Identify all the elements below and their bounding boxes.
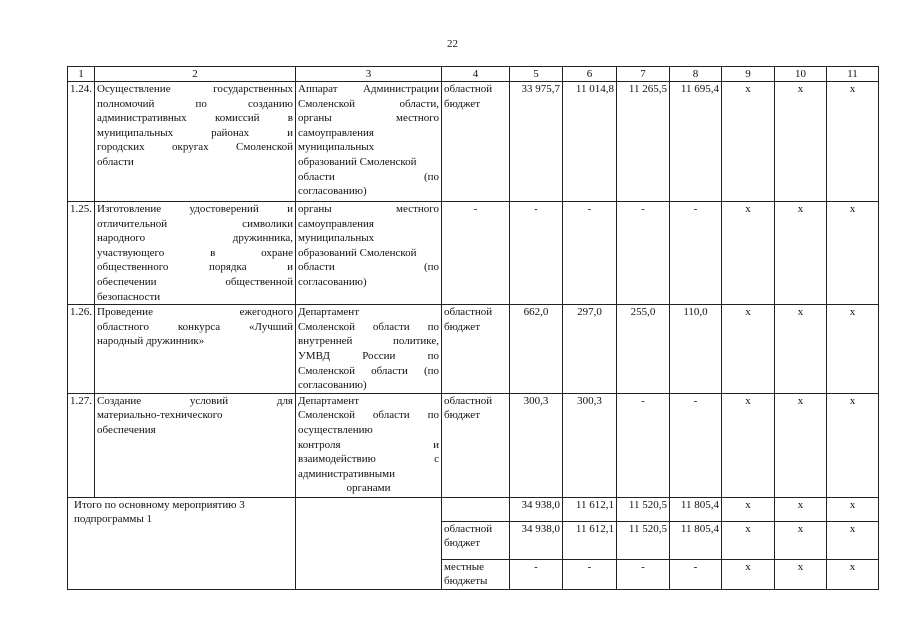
table-row [68, 202, 879, 305]
value-cell: 662,0 [510, 305, 563, 394]
value-cell: х [827, 202, 879, 305]
value-cell: 33 975,7 [510, 82, 563, 202]
value-cell: 255,0 [617, 305, 670, 394]
value-cell: х [775, 82, 827, 202]
column-number: 8 [670, 67, 722, 82]
value-cell: х [722, 82, 775, 202]
value-cell: - [670, 393, 722, 497]
executor: Департамент Смоленской области по внутренней политике, УМВД России по Смоленской области (по согласованию) [296, 305, 442, 394]
row-number: 1.27. [68, 393, 95, 497]
column-number: 3 [296, 67, 442, 82]
column-number: 10 [775, 67, 827, 82]
total-row [68, 497, 879, 521]
value-cell: 300,3 [563, 393, 617, 497]
executor: Аппарат Администрации Смоленской области, органы местного самоуправления муниципальных образований Смоленской области (по согласованию) [296, 82, 442, 202]
value-cell: 34 938,0 [510, 497, 563, 521]
row-number: 1.24. [68, 82, 95, 202]
executor: Департамент Смоленской области по осуществлению контроля и взаимодействию с административными органами [296, 393, 442, 497]
program-table [67, 66, 879, 590]
funding-source: областной бюджет [442, 393, 510, 497]
table-row [68, 82, 879, 202]
value-cell: 11 265,5 [617, 82, 670, 202]
total-executor [296, 497, 442, 589]
value-cell: - [617, 559, 670, 589]
value-cell: 11 612,1 [563, 521, 617, 559]
value-cell: - [617, 202, 670, 305]
activity-name: Изготовление удостоверений и отличительной символики народного дружинника, участвующего в охране общественного порядка и обеспечении общественной безопасности [95, 202, 296, 305]
value-cell: х [827, 305, 879, 394]
executor: органы местного самоуправления муниципальных образований Смоленской области (по согласованию) [296, 202, 442, 305]
value-cell: 11 695,4 [670, 82, 722, 202]
funding-source [442, 497, 510, 521]
value-cell: х [722, 305, 775, 394]
value-cell: 11 520,5 [617, 521, 670, 559]
value-cell: 11 805,4 [670, 497, 722, 521]
value-cell: - [563, 559, 617, 589]
funding-source: областной бюджет [442, 82, 510, 202]
value-cell: - [617, 393, 670, 497]
value-cell: - [510, 202, 563, 305]
value-cell: х [722, 521, 775, 559]
value-cell: - [670, 559, 722, 589]
value-cell: х [775, 202, 827, 305]
value-cell: х [722, 202, 775, 305]
total-label: Итого по основному мероприятию 3 подпрограммы 1 [68, 497, 296, 589]
column-number-row [68, 67, 879, 82]
funding-source: областной бюджет [442, 305, 510, 394]
value-cell: х [722, 497, 775, 521]
value-cell: 11 520,5 [617, 497, 670, 521]
table-row [68, 305, 879, 394]
row-number: 1.25. [68, 202, 95, 305]
table-row [68, 393, 879, 497]
value-cell: - [670, 202, 722, 305]
activity-name: Проведение ежегодного областного конкурса «Лучший народный дружинник» [95, 305, 296, 394]
value-cell: 300,3 [510, 393, 563, 497]
column-number: 2 [95, 67, 296, 82]
value-cell: х [827, 521, 879, 559]
value-cell: х [827, 82, 879, 202]
value-cell: 11 805,4 [670, 521, 722, 559]
column-number: 4 [442, 67, 510, 82]
value-cell: - [510, 559, 563, 589]
column-number: 11 [827, 67, 879, 82]
column-number: 1 [68, 67, 95, 82]
value-cell: х [775, 305, 827, 394]
funding-source: местные бюджеты [442, 559, 510, 589]
column-number: 6 [563, 67, 617, 82]
column-number: 7 [617, 67, 670, 82]
value-cell: 297,0 [563, 305, 617, 394]
value-cell: х [827, 497, 879, 521]
value-cell: 34 938,0 [510, 521, 563, 559]
value-cell: х [827, 559, 879, 589]
value-cell: - [563, 202, 617, 305]
row-number: 1.26. [68, 305, 95, 394]
value-cell: х [775, 559, 827, 589]
value-cell: х [722, 559, 775, 589]
funding-source: областной бюджет [442, 521, 510, 559]
value-cell: х [827, 393, 879, 497]
activity-name: Осуществление государственных полномочий по созданию административных комиссий в муниципальных районах и городских округах Смоленской области [95, 82, 296, 202]
value-cell: 11 014,8 [563, 82, 617, 202]
column-number: 5 [510, 67, 563, 82]
value-cell: х [775, 393, 827, 497]
page-number: 22 [447, 38, 458, 50]
column-number: 9 [722, 67, 775, 82]
activity-name: Создание условий для материально-технического обеспечения [95, 393, 296, 497]
funding-source: - [442, 202, 510, 305]
value-cell: 11 612,1 [563, 497, 617, 521]
value-cell: х [775, 521, 827, 559]
value-cell: х [722, 393, 775, 497]
value-cell: 110,0 [670, 305, 722, 394]
value-cell: х [775, 497, 827, 521]
